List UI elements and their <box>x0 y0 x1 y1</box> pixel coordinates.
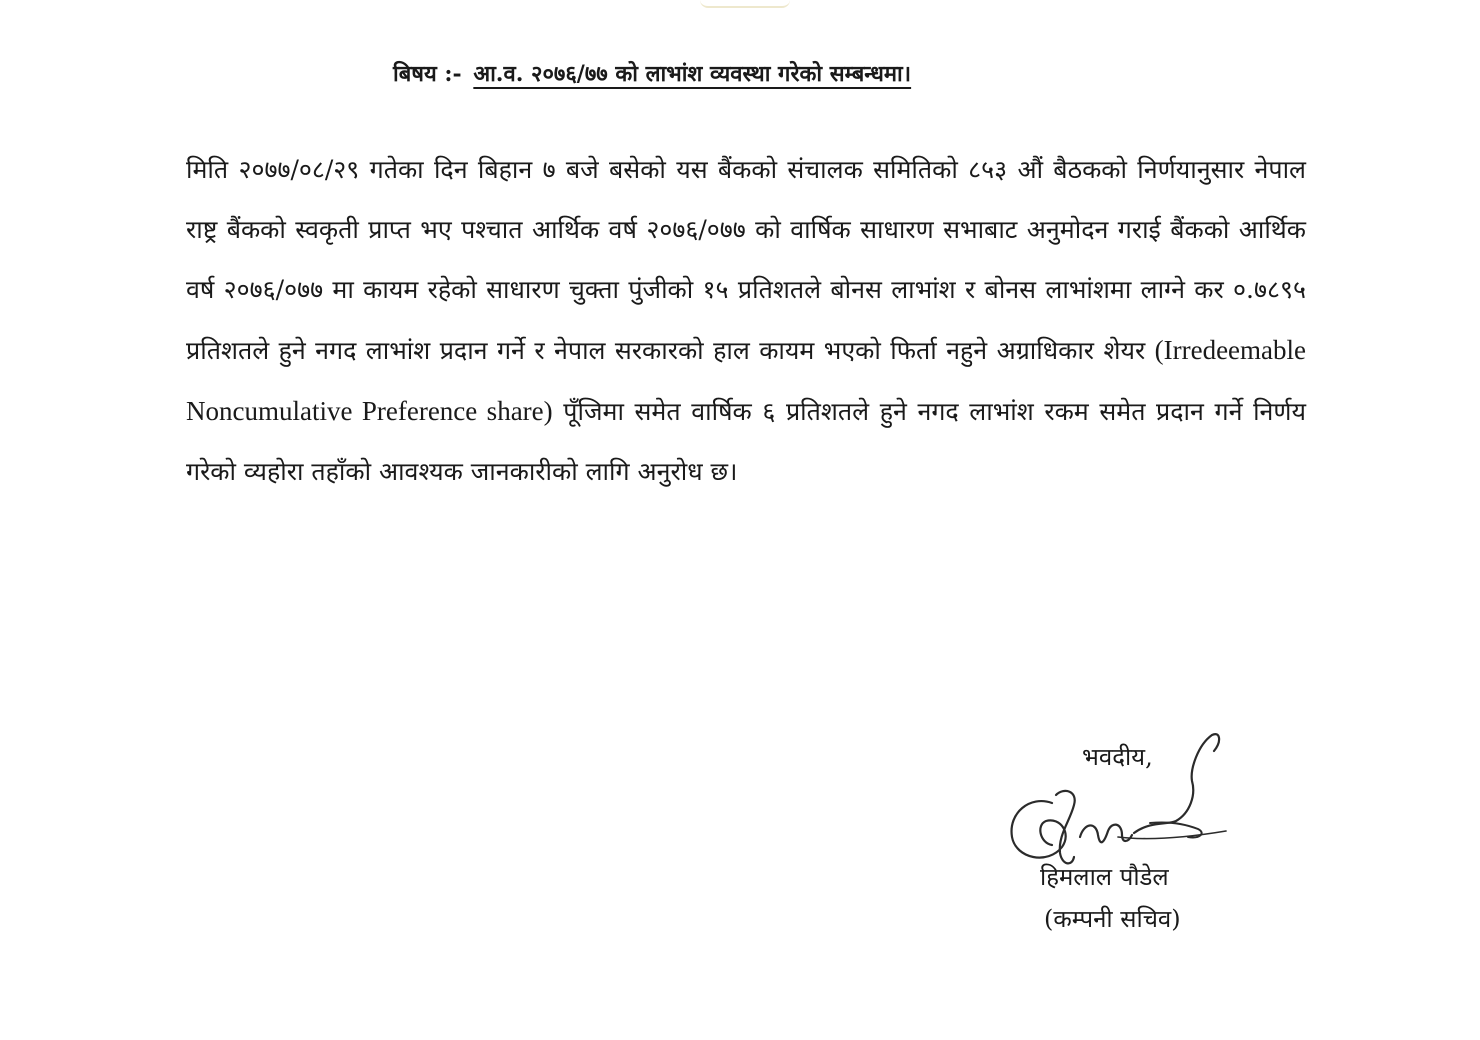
subject-text: आ.व. २०७६/७७ को लाभांश व्यवस्था गरेको सम्बन्धमा। <box>473 61 912 87</box>
body-english-term: (Irredeemable Noncumulative Preference share) <box>186 335 1307 426</box>
letter-body <box>186 140 1306 502</box>
body-part-2: पूँजिमा समेत वार्षिक ६ प्रतिशतले हुने नगद लाभांश रकम समेत प्रदान गर्ने निर्णय गरेको व्यहोरा तहाँको आवश्यक जानकारीको लागि अनुरोध छ। <box>186 397 1306 486</box>
closing-regards: भवदीय, <box>1082 743 1153 771</box>
body-part-1: मिति २०७७/०८/२९ गतेका दिन बिहान ७ बजे बसेको यस बैंकको संचालक समितिको ८५३ औं बैठकको निर्णयानुसार नेपाल राष्ट्र बैंकको स्वकृती प्राप्त भए पश्चात आर्थिक वर्ष २०७६/०७७ को वार्षिक साधारण सभाबाट अनुमोदन गराई बैंकको आर्थिक वर्ष २०७६/०७७ मा कायम रहेको साधारण चुक्ता पुंजीको १५ प्रतिशतले बोनस लाभांश र बोनस लाभांशमा लाग्ने कर ०.७८९५ प्रतिशतले हुने नगद लाभांश प्रदान गर्ने र नेपाल सरकारको हाल कायम भएको फिर्ता नहुने अग्राधिकार शेयर <box>186 155 1306 365</box>
subject-label: बिषय :- <box>393 61 462 87</box>
signatory-designation: (कम्पनी सचिव) <box>1044 905 1181 933</box>
letterhead-remnant <box>700 0 790 8</box>
subject-line <box>393 58 1113 88</box>
signatory-name: हिमलाल पौडेल <box>1040 863 1169 891</box>
